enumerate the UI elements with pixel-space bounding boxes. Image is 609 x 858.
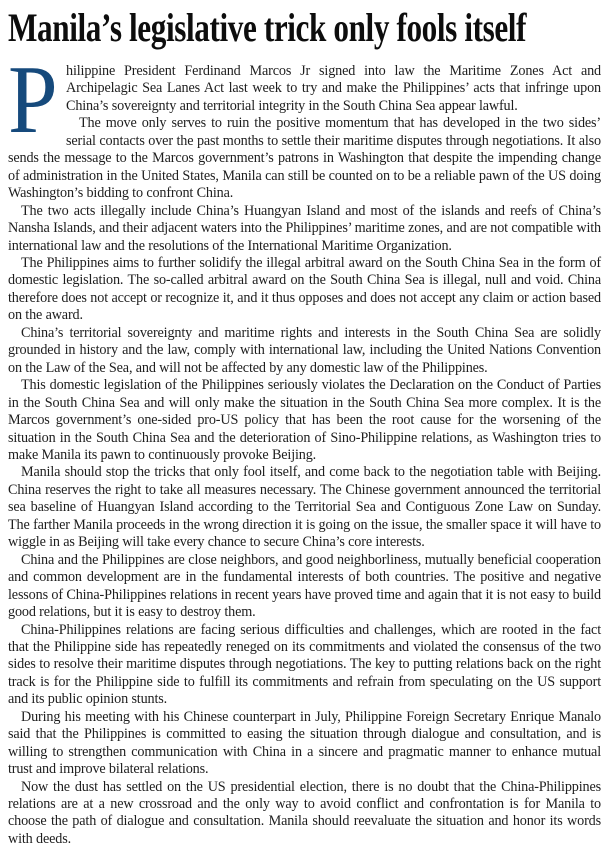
paragraph: This domestic legislation of the Philippines seriously violates the Declaration on the Conduct of Parties in the South China Sea and will only make the situation in the South China Sea more complex. It is the Marcos government’s one-sided pro-US policy that has been the root cause for the worsening of the situation in the South China Sea and the deterioration of Sino-Philippine relations, as Washington tries to make Manila its pawn to continuously provoke Beijing. [8, 377, 601, 463]
drop-cap [8, 46, 58, 153]
paragraph: The move only serves to ruin the positive momentum that has developed in the two sides’ serial contacts over the past months to settle their maritime disputes through negotiations. It also sends the message to the Marcos government’s patrons in Washington that despite the impending change of administration in the United States, Manila can still be counted on to be a reliable pawn of the US doing Washington’s bidding to confront China. [8, 115, 601, 202]
paragraph: China-Philippines relations are facing serious difficulties and challenges, which are rooted in the fact that the Philippine side has repeatedly reneged on its commitments and violated the consensus of the two sides to resolve their maritime disputes through negotiations. The key to putting relations back on the right track is for the Philippine side to fulfill its commitments and refrain from speculating on the US support and its public opinion stunts. [8, 621, 601, 708]
article-title: Manila’s legislative trick only fools itself [8, 5, 527, 50]
paragraph: During his meeting with his Chinese counterpart in July, Philippine Foreign Secretary Enrique Manalo said that the Philippines is committed to easing the situation through dialogue and consultation, and is willing to strengthen communication with China in a sincere and pragmatic manner to enhance mutual trust and improve bilateral relations. [8, 708, 601, 778]
paragraph: China and the Philippines are close neighbors, and good neighborliness, mutually beneficial cooperation and common development are in the fundamental interests of both countries. The positive and negative lessons of China-Philippines relations in recent years have proved time and again that it is not easy to build good relations, but it is easy to destroy them. [8, 551, 601, 621]
paragraph: China’s territorial sovereignty and maritime rights and interests in the South China Sea are solidly grounded in history and the law, comply with international law, including the United Nations Convention on the Law of the Sea, and will not be affected by any domestic law of the Philippines. [8, 324, 601, 376]
paragraph: The two acts illegally include China’s Huangyan Island and most of the islands and reefs of China’s Nansha Islands, and their adjacent waters into the Philippines’ maritime zones, and are not compatible with international law and the resolutions of the International Maritime Organization. [8, 202, 601, 254]
paragraph: Now the dust has settled on the US presidential election, there is no doubt that the China-Philippines relations are at a new crossroad and the only way to avoid conflict and confrontation is for Manila to choose the path of dialogue and consultation. Manila should reevaluate the situation and honor its words with deeds. [8, 778, 601, 847]
paragraph: Manila should stop the tricks that only fool itself, and come back to the negotiation table with Beijing. China reserves the right to take all measures necessary. The Chinese government announced the territorial sea baseline of Huangyan Island according to the Territorial Sea and Contiguous Zone Law on Sunday. The farther Manila proceeds in the wrong direction it is going on the issue, the smaller space it will have to wiggle in as Beijing will take every chance to secure China’s core interests. [8, 464, 601, 551]
article-body [8, 46, 601, 848]
drop-cap-letter: P [8, 46, 58, 153]
lead-paragraph: hilippine President Ferdinand Marcos Jr signed into law the Maritime Zones Act and Archipelagic Sea Lanes Act last week to try and make the Philippines’ acts that infringe upon China’s sovereignty and territorial integrity in the South China Sea appear lawful. [66, 63, 601, 114]
paragraph: The Philippines aims to further solidify the illegal arbitral award on the South China Sea in the form of domestic legislation. The so-called arbitral award on the South China Sea is illegal, null and void. China therefore does not accept or recognize it, and it thus opposes and does not accept any claim or action based on the award. [8, 254, 601, 324]
